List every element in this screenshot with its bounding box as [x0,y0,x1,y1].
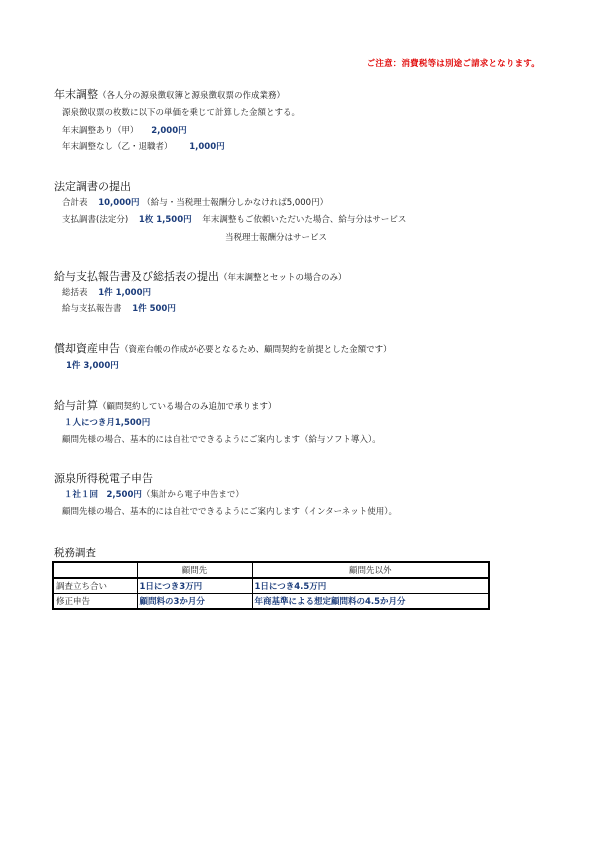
payroll-price: １人につき月1,500円 [64,418,151,428]
salary-report-line-2 [62,302,176,314]
year-end-desc: 源泉徴収票の枚数に以下の単価を乗じて計算した金額とする。 [62,108,301,118]
statutory-title: 法定調書の提出 [54,180,131,193]
salary-report-line-2-price: 1件 500円 [132,304,176,314]
statutory-line-2 [62,213,406,225]
withholding-price: １社１回 2,500円 [64,490,142,500]
client-fee: 顧問料の3か月分 [137,594,252,610]
depreciation-heading [54,340,392,356]
salary-report-title-sub: （年末調整とセットの場合のみ） [219,273,347,283]
statutory-line-2-price: 1枚 1,500円 [138,215,192,225]
table-row [53,594,489,610]
withholding-price-line [64,488,244,500]
salary-report-line-1-price: 1件 1,000円 [98,288,151,298]
year-end-item-2-label: 年末調整なし（乙・退職者） [62,142,173,152]
salary-report-line-1-label: 総括表 [62,288,88,298]
statutory-line-3-note: 当税理士報酬分はサービス [225,233,328,243]
table-header-cell: 顧問先以外 [252,562,489,578]
statutory-line-1-price: 10,000円 [98,198,140,208]
non-client-fee: 年商基準による想定顧問料の4.5か月分 [252,594,489,610]
payroll-title-sub: （顧問契約している場合のみ追加で承ります） [98,402,277,412]
row-label: 調査立ち合い [53,578,137,594]
tax-audit-table [52,561,490,610]
withholding-title: 源泉所得税電子申告 [54,472,153,485]
year-end-item-1 [62,124,187,136]
statutory-line-1-note: （給与・当税理士報酬分しかなければ5,000円） [142,198,329,208]
statutory-line-2-label: 支払調書(法定分) [62,215,129,225]
year-end-item-1-label: 年末調整あり（甲） [62,126,139,136]
salary-report-line-2-label: 給与支払報告書 [62,304,122,314]
row-label: 修正申告 [53,594,137,610]
withholding-price-note: （集計から電子申告まで） [141,490,244,500]
statutory-line-1 [62,196,328,208]
depreciation-title: 償却資産申告 [54,342,120,355]
table-header-row [53,562,489,578]
payroll-note: 顧問先様の場合、基本的には自社でできるようにご案内します（給与ソフト導入）。 [62,435,381,445]
table-header-cell [53,562,137,578]
payroll-heading [54,397,277,413]
statutory-line-2-note: 年末調整もご依頼いただいた場合、給与分はサービス [202,215,407,225]
table-header-cell: 顧問先 [137,562,252,578]
salary-report-line-1 [62,286,151,298]
salary-report-title: 給与支払報告書及び総括表の提出 [54,270,219,283]
tax-audit-title: 税務調査 [54,547,96,559]
year-end-heading [54,86,285,102]
salary-report-heading [54,268,347,284]
depreciation-price: 1件 3,000円 [66,361,119,371]
table-row [53,578,489,594]
statutory-line-1-label: 合計表 [62,198,88,208]
client-fee: 1日につき3万円 [137,578,252,594]
consumption-tax-notice: ご注意：消費税等は別途ご請求となります。 [366,59,540,69]
year-end-title-sub: （各人分の源泉徴収簿と源泉徴収票の作成業務） [98,91,286,101]
year-end-item-2 [62,140,225,152]
year-end-item-1-price: 2,000円 [151,126,187,136]
year-end-item-2-price: 1,000円 [189,142,225,152]
depreciation-title-sub: （資産台帳の作成が必要となるため、顧問契約を前提とした金額です） [120,345,392,355]
withholding-note: 顧問先様の場合、基本的には自社でできるようにご案内します（インターネット使用）。 [62,507,397,517]
payroll-title: 給与計算 [54,399,98,412]
year-end-title: 年末調整 [54,88,98,101]
non-client-fee: 1日につき4.5万円 [252,578,489,594]
